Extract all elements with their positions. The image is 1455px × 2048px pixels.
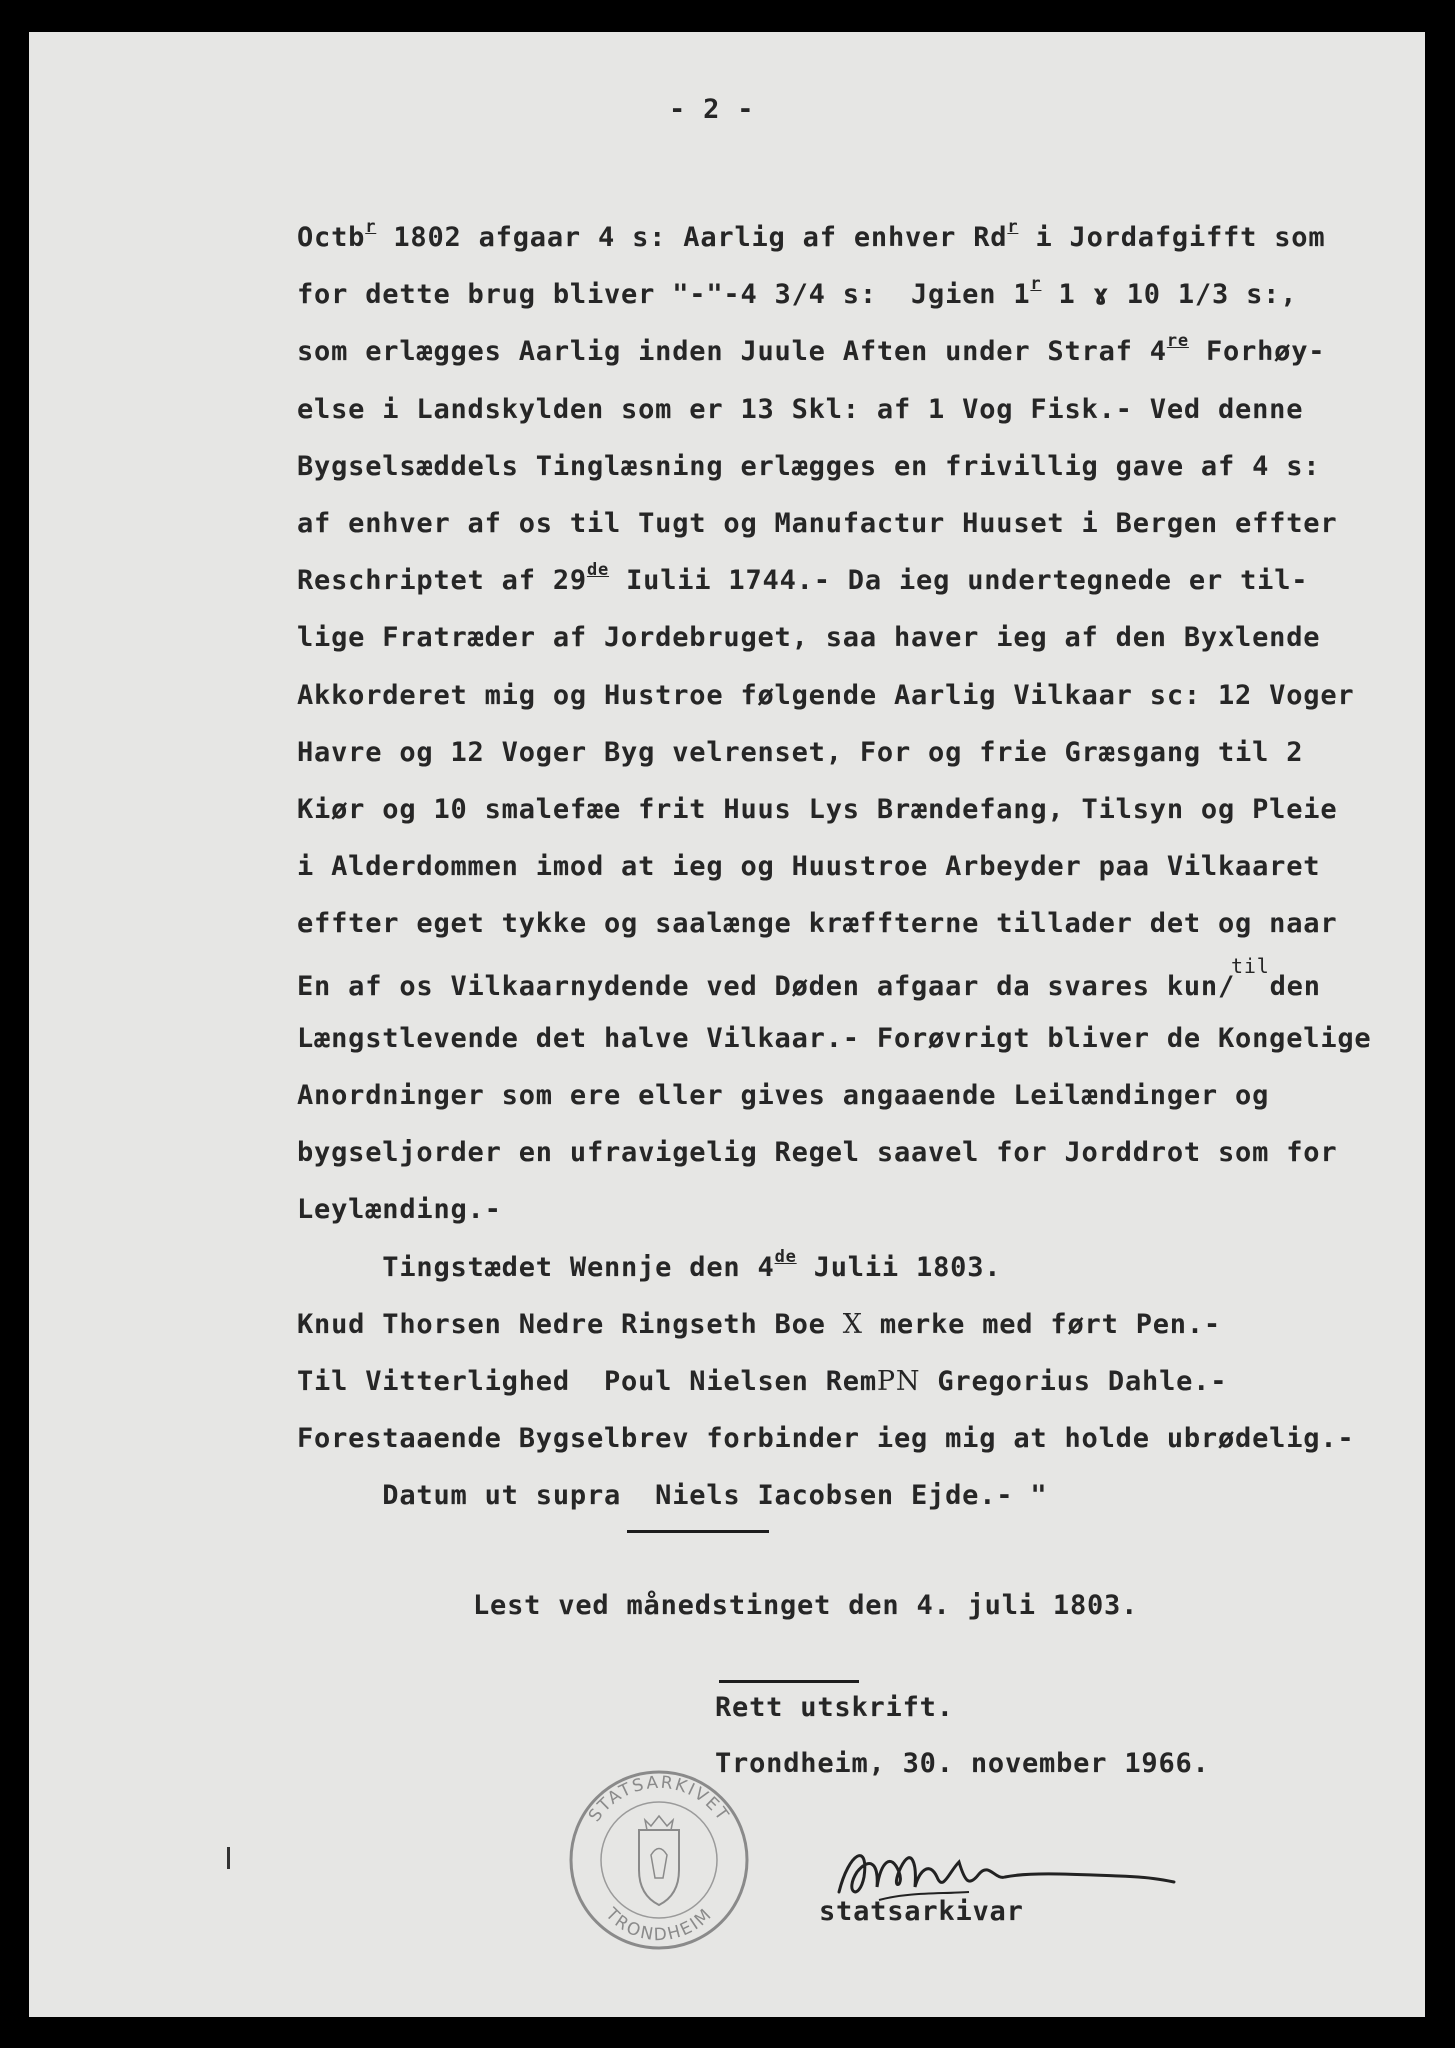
transcript-line [297,1023,1372,1055]
hand-mark: PN [876,1366,921,1397]
text-run: Julii 1803. [796,1251,1002,1283]
text-run: Kiør og 10 smalefæe frit Huus Lys Brændefang, Tilsyn og Pleie [297,794,1338,825]
superscript-abbrev: re [1166,331,1189,352]
text-run: En af os Vilkaarnydende ved Døden afgaar da svares kun/ [297,970,1236,1002]
divider-line-1 [627,1530,769,1533]
text-run: af enhver af os til Tugt og Manufactur Huuset i Bergen effter [297,508,1338,539]
transcript-line [297,1309,1221,1341]
transcript-line [297,1366,1227,1398]
text-run: else i Landskylden som er 13 Skl: af 1 Vog Fisk.- Ved denne [297,393,1304,425]
text-run: Datum ut supra Niels Iacobsen Ejde.- " [297,1480,1048,1512]
text-run: den [1269,970,1321,1002]
signature-title: statsarkivar [819,1896,1024,1927]
text-run: 1802 afgaar 4 s: Aarlig af enhver Rd [376,222,1008,253]
read-note: Lest ved månedstinget den 4. juli 1803. [473,1590,1139,1621]
text-run: Til Vitterlighed Poul Nielsen Rem [297,1366,877,1397]
archive-stamp [559,1760,759,1960]
transcript-line [297,1194,502,1226]
transcript-line [297,851,1320,883]
transcript-line [297,560,1309,597]
superscript-abbrev: r [1007,217,1019,237]
transcript-line [297,331,1326,368]
transcript-line [297,1480,1047,1512]
text-run: effter eget tykke og saalænge kræffterne tillader det og naar [297,908,1338,940]
transcript-line [297,622,1320,654]
transcript-line [297,394,1303,426]
text-run: Reschriptet af 29 [297,565,587,597]
transcript-line [297,274,1298,311]
text-run: Gregorius Dahle.- [920,1366,1228,1397]
superscript-abbrev: r [1030,274,1042,295]
certification-text: Rett utskrift. [715,1692,954,1723]
transcript-line [297,953,1321,1003]
interlinear-insertion: til [1231,953,1270,978]
text-run: Længstlevende det halve Vilkaar.- Forøvrigt bliver de Kongelige [297,1022,1372,1054]
text-run: Knud Thorsen Nedre Ringseth Boe [297,1308,843,1340]
transcript-line [297,794,1337,826]
text-run: Akkorderet mig og Hustroe følgende Aarlig Vilkaar sc: 12 Voger [297,679,1355,711]
text-run: Anordninger som ere eller gives angaaende Leilændinger og [297,1080,1270,1111]
transcript-line [297,737,1303,769]
coat-of-arms-icon [639,1816,679,1905]
text-run: lige Fratræder af Jordebruget, saa haver ieg af den Byxlende [297,622,1321,654]
text-run: bygseljorder en ufravigelig Regel saavel for Jorddrot som for [297,1137,1338,1169]
text-run: i Jordafgifft som [1018,222,1326,253]
transcript-line [297,1423,1354,1455]
transcript-line [297,1080,1269,1112]
text-run: Havre og 12 Voger Byg velrenset, For og frie Græsgang til 2 [297,736,1304,768]
text-run: for dette brug bliver "-"-4 3/4 s: Jgien 1 [297,279,1031,311]
text-run: merke med ført Pen.- [862,1308,1221,1340]
superscript-abbrev: r [365,217,377,237]
transcript-line [297,680,1354,712]
place-date: Trondheim, 30. november 1966. [715,1748,1210,1779]
text-run: Forestaaende Bygselbrev forbinder ieg mig at holde ubrødelig.- [297,1423,1355,1455]
transcript-line [297,217,1326,254]
transcript-line [297,1137,1337,1169]
transcript-line [297,451,1320,483]
text-run: som erlægges Aarlig inden Juule Aften under Straf 4 [297,336,1167,368]
text-run: Leylænding.- [297,1194,502,1226]
document-page [29,32,1425,2017]
stamp-top-text: STATSARKIVET [584,1772,734,1826]
svg-text:STATSARKIVET [585,1773,733,1826]
margin-mark [227,1847,230,1869]
page-number: - 2 - [669,94,755,125]
text-run: 1 ɤ 10 1/3 s:, [1041,279,1298,311]
transcript-line [297,508,1337,540]
transcript-line [297,908,1337,940]
text-run: Octb [297,222,366,253]
superscript-abbrev: de [586,560,610,581]
superscript-abbrev: de [774,1246,797,1267]
divider-line-2 [719,1680,859,1683]
hand-mark: X [842,1308,863,1340]
text-run: Tingstædet Wennje den 4 [297,1251,775,1283]
text-run: Iulii 1744.- Da ieg undertegnede er til- [609,565,1309,597]
text-run: Bygselsæddels Tinglæsning erlægges en frivillig gave af 4 s: [297,450,1321,482]
transcript-line [297,1246,1002,1284]
stamp-bottom-text: TRONDHEIM [601,1904,717,1946]
text-run: Forhøy- [1188,336,1326,368]
text-run: i Alderdommen imod at ieg og Huustroe Arbeyder paa Vilkaaret [297,851,1321,883]
